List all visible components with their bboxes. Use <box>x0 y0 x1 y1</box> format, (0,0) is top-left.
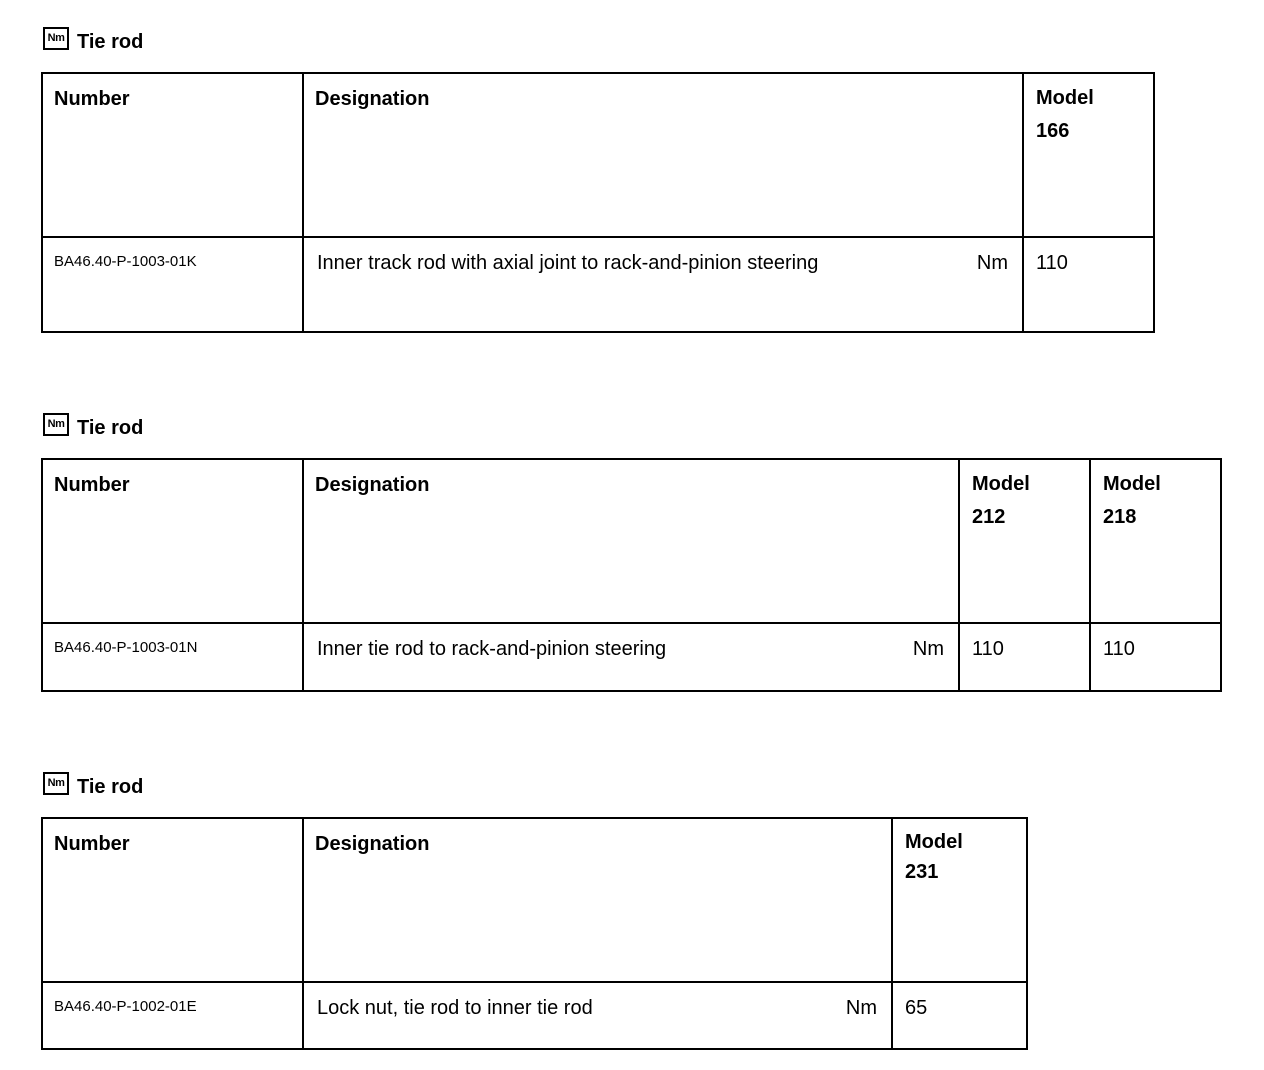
designation-text: Inner tie rod to rack-and-pinion steering <box>317 638 667 660</box>
model-label: Model <box>905 831 963 853</box>
number-header: Number <box>42 459 303 623</box>
torque-nm-icon: Nm <box>43 27 69 50</box>
table-header-row <box>42 459 1221 623</box>
model-header <box>892 818 1027 982</box>
value-cell: 110 <box>1023 237 1154 332</box>
section-title: Tie rod <box>77 775 144 798</box>
model-code: 218 <box>1103 506 1137 528</box>
unit-label: Nm <box>845 997 877 1019</box>
table-header-row <box>42 818 1027 982</box>
designation-header: Designation <box>303 459 959 623</box>
model-header <box>1023 73 1154 237</box>
model-label: Model <box>1103 473 1161 495</box>
table-header-row <box>42 73 1154 237</box>
designation-header: Designation <box>303 73 1023 237</box>
value-cell: 110 <box>1090 623 1221 691</box>
section-heading <box>43 28 1155 56</box>
number-cell: BA46.40-P-1002-01E <box>42 982 303 1049</box>
number-cell: BA46.40-P-1003-01K <box>42 237 303 332</box>
unit-label: Nm <box>912 638 944 660</box>
torque-section-1 <box>41 28 1155 333</box>
model-code: 166 <box>1036 120 1070 142</box>
section-heading <box>43 414 1222 442</box>
table-row <box>42 623 1221 691</box>
designation-text: Inner track rod with axial joint to rack-and-pinion steering <box>317 252 819 274</box>
model-code: 212 <box>972 506 1006 528</box>
table-row <box>42 982 1027 1049</box>
value-cell: 65 <box>892 982 1027 1049</box>
table-row <box>42 237 1154 332</box>
designation-cell <box>303 982 892 1049</box>
section-title: Tie rod <box>77 30 144 53</box>
number-header: Number <box>42 73 303 237</box>
designation-header: Designation <box>303 818 892 982</box>
torque-table <box>41 817 1028 1050</box>
designation-cell <box>303 623 959 691</box>
torque-table <box>41 458 1222 692</box>
value-cell: 110 <box>959 623 1090 691</box>
number-cell: BA46.40-P-1003-01N <box>42 623 303 691</box>
torque-section-2 <box>41 414 1222 692</box>
torque-nm-icon: Nm <box>43 413 69 436</box>
unit-label: Nm <box>976 252 1008 274</box>
model-code: 231 <box>905 861 939 883</box>
section-title: Tie rod <box>77 416 144 439</box>
model-label: Model <box>1036 87 1094 109</box>
designation-cell <box>303 237 1023 332</box>
model-header <box>1090 459 1221 623</box>
number-header: Number <box>42 818 303 982</box>
torque-section-3 <box>41 773 1028 1050</box>
model-header <box>959 459 1090 623</box>
torque-table <box>41 72 1155 333</box>
torque-nm-icon: Nm <box>43 772 69 795</box>
model-label: Model <box>972 473 1030 495</box>
designation-text: Lock nut, tie rod to inner tie rod <box>317 997 593 1019</box>
section-heading <box>43 773 1028 801</box>
